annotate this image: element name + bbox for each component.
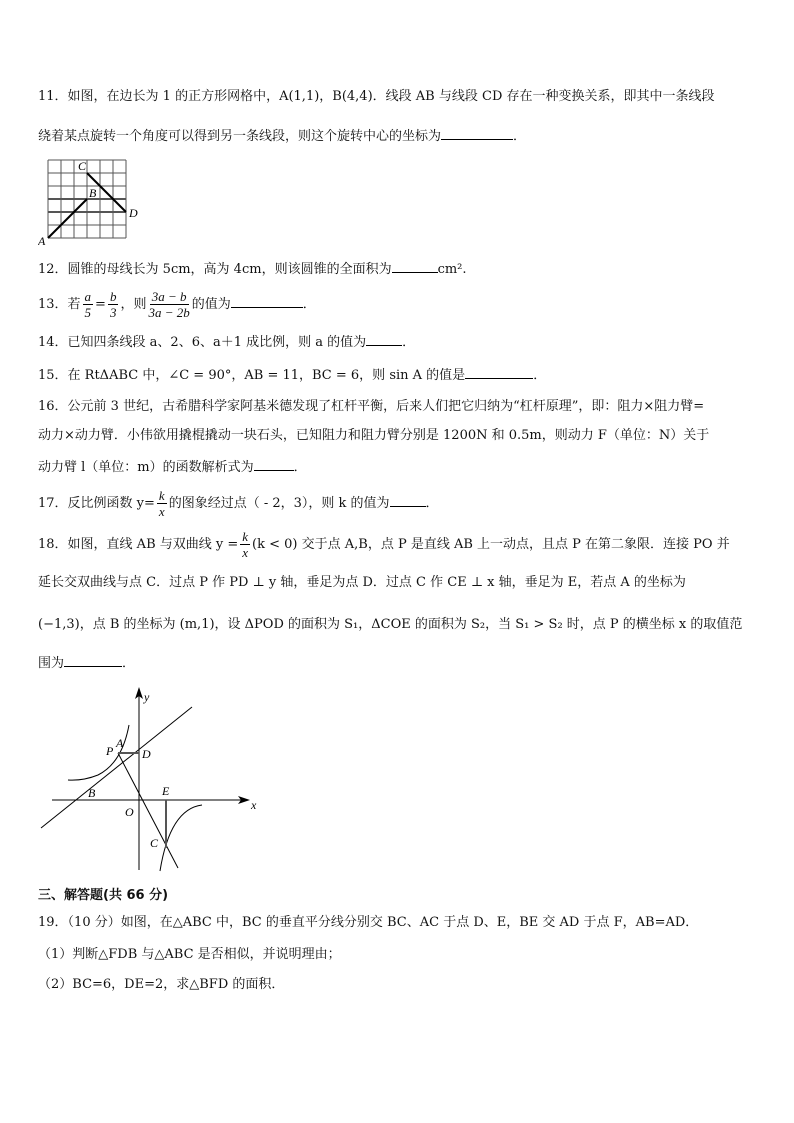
q13-prefix: 13．若 [38, 297, 81, 312]
q18-line3: (−1,3)，点 B 的坐标为 (m,1)，设 ΔPOD 的面积为 S₁，ΔCOE 的面积为 S₂，当 S₁ > S₂ 时，点 P 的横坐标 x 的取值范 [38, 617, 743, 632]
q15: 15．在 RtΔABC 中，∠C = 90°，AB = 11，BC = 6，则 sin A 的值是 ． [38, 365, 546, 385]
q16-line3: 动力臂 l（单位：m）的函数解析式为 ． [38, 457, 307, 477]
svg-text:O: O [125, 805, 134, 819]
section-title: 三、解答题(共 66 分) [38, 888, 169, 903]
q18-line2: 延长交双曲线与点 C．过点 P 作 PD ⊥ y 轴，垂足为点 D．过点 C 作 CE ⊥ x 轴，垂足为 E，若点 A 的坐标为 [38, 575, 686, 590]
q15-text: 15．在 RtΔABC 中，∠C = 90°，AB = 11，BC = 6，则 sin A 的值是 [38, 368, 466, 383]
svg-text:C: C [150, 836, 159, 850]
answer-blank [366, 332, 402, 346]
q12-unit: cm². [437, 262, 467, 277]
q12-text: 12．圆锥的母线长为 5cm，高为 4cm，则该圆锥的全面积为 [38, 262, 392, 277]
q17: 17．反比例函数 y= $\frac{k}{x}$ 的图象经过点（ - 2，3），则 k 的值为 ． [38, 488, 439, 519]
answer-blank [254, 457, 294, 471]
svg-text:A: A [38, 234, 46, 247]
q16-line1: 16．公元前 3 世纪，古希腊科学家阿基米德发现了杠杆平衡，后来人们把它归纳为“杠杆原理”，即：阻力×阻力臂= [38, 399, 705, 414]
q19-line1: 19．（10 分）如图，在△ABC 中，BC 的垂直平分线分别交 BC、AC 于点 D、E，BE 交 AD 于点 F，AB=AD． [38, 915, 699, 930]
q11-text: 绕着某点旋转一个角度可以得到另一条线段，则这个旋转中心的坐标为 [38, 129, 442, 144]
svg-text:D: D [129, 206, 138, 220]
svg-text:y: y [144, 690, 150, 704]
svg-text:B: B [89, 186, 97, 200]
answer-blank [392, 259, 438, 273]
q14-text: 14．已知四条线段 a、2、6、a＋1 成比例，则 a 的值为 [38, 335, 367, 350]
q12 [38, 259, 467, 279]
answer-blank [64, 653, 122, 667]
svg-text:C: C [78, 159, 87, 173]
q18-line1: 18．如图，直线 AB 与双曲线 y = $\frac{k}{x}$ (k < 0) 交于点 A,B，点 P 是直线 AB 上一动点，且点 P 在第二象限．连接 PO 并 [38, 529, 730, 560]
svg-text:E: E [162, 784, 170, 798]
svg-text:P: P [106, 744, 114, 758]
q11-end: ． [513, 129, 527, 144]
line-ab [41, 707, 192, 828]
q13: 13．若 $\frac{a}{5}$ = $\frac{b}{3}$ ，则 $\frac{3a - b}{3a - 2b}$ 的值为 ． [38, 289, 316, 320]
fraction: $\frac{k}{x}$ [158, 488, 165, 519]
q19-part2: （2）BC=6，DE=2，求△BFD 的面积． [38, 977, 285, 992]
q16-line2: 动力×动力臂．小伟欲用撬棍撬动一块石头，已知阻力和阻力臂分别是 1200N 和 0.5m，则动力 F（单位：N）关于 [38, 428, 710, 443]
answer-blank [465, 365, 533, 379]
fraction: $\frac{3a - b}{3a - 2b}$ [148, 289, 190, 320]
q18-graph-figure [38, 685, 268, 875]
q11-line2 [38, 126, 526, 146]
answer-blank [390, 493, 426, 507]
answer-blank [231, 294, 303, 308]
segment-ab [48, 199, 87, 238]
fraction: $\frac{b}{3}$ [109, 289, 117, 320]
fraction: $\frac{a}{5}$ [84, 289, 92, 320]
svg-text:D: D [142, 747, 151, 761]
q18-line4: 围为 ． [38, 653, 135, 673]
fraction: $\frac{k}{x}$ [242, 529, 249, 560]
answer-blank [441, 126, 513, 140]
q11-line1: 11．如图，在边长为 1 的正方形网格中，A(1,1)，B(4,4)．线段 AB 与线段 CD 存在一种变换关系，即其中一条线段 [38, 89, 715, 104]
q19-part1: （1）判断△FDB 与△ABC 是否相似，并说明理由； [38, 947, 341, 962]
q11-grid-figure [38, 155, 148, 247]
svg-text:A: A [116, 736, 124, 750]
svg-text:x: x [251, 798, 257, 812]
svg-text:B: B [88, 786, 96, 800]
q14: 14．已知四条线段 a、2、6、a＋1 成比例，则 a 的值为 ． [38, 332, 415, 352]
